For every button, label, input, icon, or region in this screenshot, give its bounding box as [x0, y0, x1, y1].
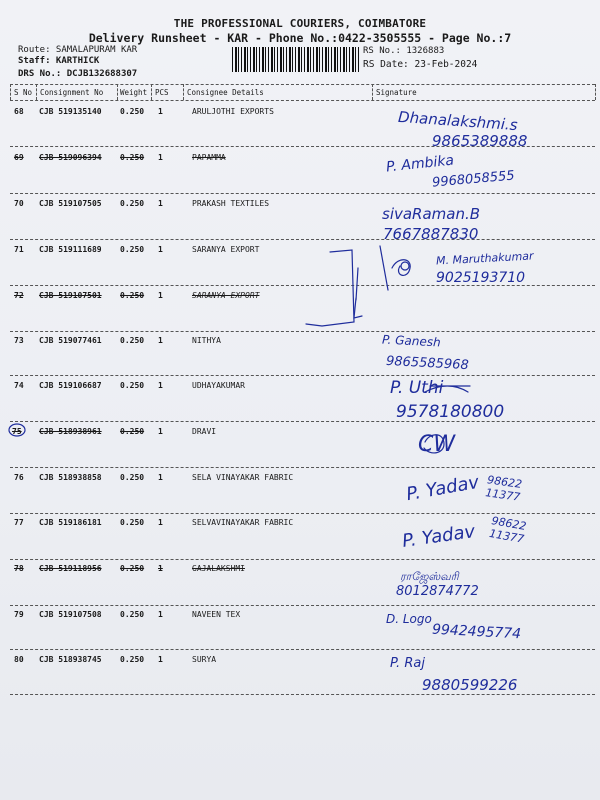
rs-date: RS Date: 23-Feb-2024: [363, 59, 478, 70]
runsheet-subtitle: Delivery Runsheet - KAR - Phone No.:0422-3505555 - Page No.:7: [88, 31, 512, 45]
row-divider: [10, 239, 595, 240]
row-weight: 0.250: [120, 291, 145, 300]
col-divider: [183, 84, 184, 100]
row-sno: 75: [12, 427, 22, 436]
row-consignment: CJB 518938858: [39, 473, 102, 482]
row-pcs: 1: [158, 564, 163, 573]
col-divider: [372, 84, 373, 100]
row-consignee: PAPAMMA: [192, 153, 226, 162]
col-details: Consignee Details: [187, 88, 264, 97]
header-top-rule: [10, 84, 595, 85]
signature-name: CW: [418, 432, 456, 457]
row-consignment: CJB 519107501: [39, 291, 102, 300]
signature-phone: 7667887830: [383, 225, 479, 243]
row-sno: 68: [14, 107, 24, 116]
signature-phone: 98622 11377: [484, 473, 523, 504]
row-pcs: 1: [158, 518, 163, 527]
col-divider: [117, 84, 118, 100]
row-pcs: 1: [158, 473, 163, 482]
row-consignment: CJB 519096394: [39, 153, 102, 162]
row-consignment: CJB 519107508: [39, 610, 102, 619]
row-sno: 74: [14, 381, 24, 390]
row-consignment: CJB 519135140: [39, 107, 102, 116]
row-sno: 80: [14, 655, 24, 664]
signature-name: M. Maruthakumar: [435, 249, 534, 268]
row-pcs: 1: [158, 153, 163, 162]
row-weight: 0.250: [120, 518, 145, 527]
row-sno: 69: [14, 153, 24, 162]
row-consignee: DRAVI: [192, 427, 217, 436]
row-weight: 0.250: [120, 381, 145, 390]
row-pcs: 1: [158, 655, 163, 664]
row-pcs: 1: [158, 336, 163, 345]
signature-phone: 9968058555: [431, 168, 516, 191]
signature-phone: 9025193710: [436, 270, 526, 286]
signature-phone: 9578180800: [396, 402, 505, 422]
col-divider: [10, 84, 11, 100]
barcode: [232, 47, 360, 72]
row-consignment: CJB 519118956: [39, 564, 102, 573]
route-label: Route: SAMALAPURAM KAR: [18, 45, 138, 55]
row-pcs: 1: [158, 291, 163, 300]
signature-name: ராஜேஸ்வரி: [400, 570, 459, 583]
row-divider: [10, 513, 595, 514]
signature-name: D. Logo: [386, 612, 432, 626]
col-weight: Weight: [120, 88, 148, 97]
col-sno: S No: [14, 88, 33, 97]
row-pcs: 1: [158, 199, 163, 208]
row-divider: [10, 649, 595, 650]
row-consignment: CJB 518938745: [39, 655, 102, 664]
col-divider: [595, 84, 596, 100]
row-pcs: 1: [158, 427, 163, 436]
row-weight: 0.250: [120, 336, 145, 345]
col-divider: [36, 84, 37, 100]
signature-name: P. Uthi: [390, 378, 444, 398]
row-divider: [10, 467, 595, 468]
row-divider: [10, 285, 595, 286]
row-consignee: SARANYA EXPORT: [192, 245, 260, 254]
row-sno: 70: [14, 199, 24, 208]
row-weight: 0.250: [120, 245, 145, 254]
row-divider: [10, 694, 595, 695]
col-signature: Signature: [376, 88, 417, 97]
row-weight: 0.250: [120, 199, 145, 208]
signature-name: P. Yadav: [404, 471, 481, 506]
row-consignee: NAVEEN TEX: [192, 610, 241, 619]
signature-phone: 98622 11377: [488, 514, 528, 546]
row-divider: [10, 146, 595, 147]
row-divider: [10, 375, 595, 376]
row-divider: [10, 421, 595, 422]
row-pcs: 1: [158, 245, 163, 254]
row-divider: [10, 331, 595, 332]
signature-name: P. Ganesh: [381, 332, 442, 350]
row-consignee: GAJALAKSHMI: [192, 564, 245, 573]
row-consignment: CJB 519106687: [39, 381, 102, 390]
row-consignee: SELA VINAYAKAR FABRIC: [192, 473, 294, 482]
row-consignment: CJB 518938961: [39, 427, 102, 436]
signature-name: Dhanalakshmi.s: [397, 107, 519, 135]
signature-phone: 9865585968: [385, 353, 470, 374]
row-sno: 76: [14, 473, 24, 482]
row-weight: 0.250: [120, 655, 145, 664]
row-weight: 0.250: [120, 107, 145, 116]
signature-phone: 8012874772: [396, 584, 479, 599]
signature-phone: 9942495774: [431, 621, 522, 643]
header-bottom-rule: [10, 100, 595, 101]
row-consignment: CJB 519111689: [39, 245, 102, 254]
rs-number: RS No.: 1326883: [363, 46, 445, 56]
row-consignee: PRAKASH TEXTILES: [192, 199, 270, 208]
row-sno: 77: [14, 518, 24, 527]
row-consignee: ARULJOTHI EXPORTS: [192, 107, 274, 116]
row-sno: 71: [14, 245, 24, 254]
signature-name: P. Ambika: [385, 152, 455, 176]
signature-phone: 9880599226: [422, 676, 518, 694]
row-consignee: SURYA: [192, 655, 217, 664]
row-pcs: 1: [158, 107, 163, 116]
company-title: THE PROFESSIONAL COURIERS, COIMBATORE: [173, 17, 427, 30]
row-consignee: SELVAVINAYAKAR FABRIC: [192, 518, 294, 527]
row-pcs: 1: [158, 381, 163, 390]
row-divider: [10, 559, 595, 560]
row-weight: 0.250: [120, 427, 145, 436]
signature-name: P. Yadav: [400, 521, 477, 552]
row-consignee: SARANYA EXPORT: [192, 291, 260, 300]
row-weight: 0.250: [120, 153, 145, 162]
row-pcs: 1: [158, 610, 163, 619]
row-divider: [10, 193, 595, 194]
drs-number: DRS No.: DCJB132688307: [18, 69, 138, 79]
row-weight: 0.250: [120, 564, 145, 573]
row-divider: [10, 605, 595, 606]
row-sno: 78: [14, 564, 24, 573]
row-sno: 72: [14, 291, 24, 300]
row-sno: 79: [14, 610, 24, 619]
row-consignment: CJB 519077461: [39, 336, 102, 345]
col-divider: [151, 84, 152, 100]
row-consignee: UDHAYAKUMAR: [192, 381, 245, 390]
col-pcs: PCS: [155, 88, 169, 97]
signature-name: P. Raj: [390, 656, 425, 671]
row-consignment: CJB 519107505: [39, 199, 102, 208]
signature-name: sivaRaman.B: [382, 205, 481, 223]
col-consignment: Consignment No: [40, 88, 104, 97]
row-consignee: NITHYA: [192, 336, 221, 345]
staff-label: Staff: KARTHICK: [18, 56, 100, 66]
row-weight: 0.250: [120, 610, 145, 619]
row-weight: 0.250: [120, 473, 145, 482]
row-consignment: CJB 519186181: [39, 518, 102, 527]
signature-phone: 9865389888: [432, 132, 528, 150]
row-sno: 73: [14, 336, 24, 345]
